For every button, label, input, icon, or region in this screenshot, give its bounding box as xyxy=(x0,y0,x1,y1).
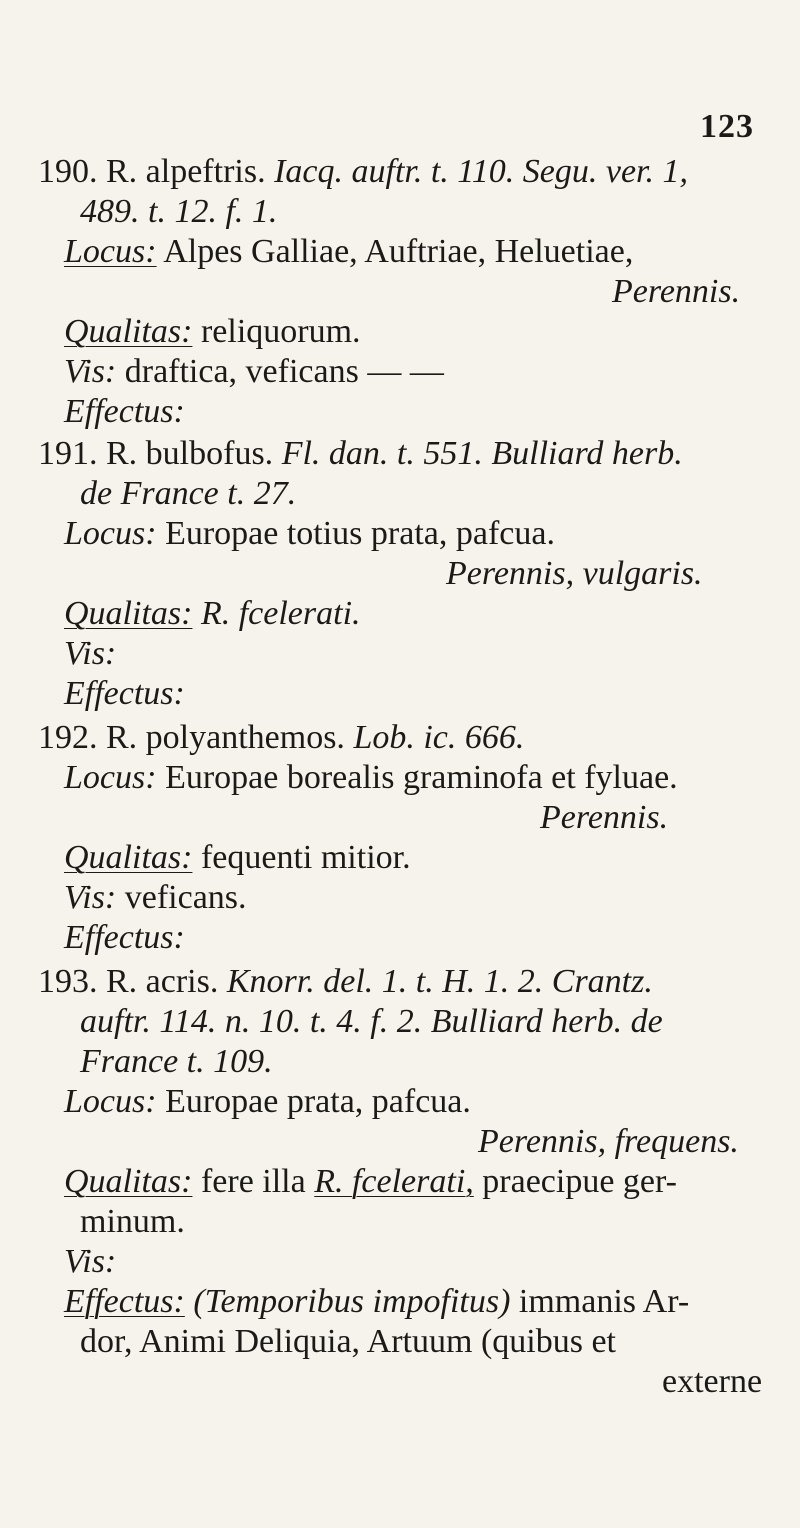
effectus-label: Effectus: xyxy=(64,675,185,712)
locus-text: Alpes Galliae, Auftriae, Heluetiae, xyxy=(163,233,634,270)
reference-continued: auftr. 114. n. 10. t. 4. f. 2. Bulliard herb. de xyxy=(80,1003,663,1040)
locus-line xyxy=(64,1082,471,1122)
effectus-label: Effectus: xyxy=(64,919,185,956)
duration: Perennis, vulgaris. xyxy=(446,555,703,592)
qualitas-text: fere illa xyxy=(200,1163,306,1200)
vis-line xyxy=(64,352,444,392)
entry-number: 190. xyxy=(38,153,98,190)
entry-number: 193. xyxy=(38,963,98,1000)
reference-continued: 489. t. 12. f. 1. xyxy=(80,193,278,230)
duration: Perennis. xyxy=(540,799,669,836)
vis-label: Vis: xyxy=(64,635,117,672)
effectus-continued: dor, Animi Deliquia, Artuum (quibus et xyxy=(80,1323,616,1360)
qualitas-label: Qualitas: xyxy=(64,839,193,876)
locus-line xyxy=(64,514,555,554)
qualitas-line xyxy=(64,838,411,878)
locus-line xyxy=(64,232,633,272)
qualitas-line xyxy=(64,312,361,352)
locus-label: Locus: xyxy=(64,759,157,796)
duration: Perennis, frequens. xyxy=(478,1123,739,1160)
qualitas-text-continued: praecipue ger- xyxy=(482,1163,677,1200)
species-name: R. bulbofus. xyxy=(106,435,274,472)
locus-label: Locus: xyxy=(64,515,157,552)
qualitas-line xyxy=(64,1162,677,1202)
vis-label: Vis: xyxy=(64,353,117,390)
reference: Lob. ic. 666. xyxy=(353,719,525,756)
entry-193-header xyxy=(38,962,653,1002)
locus-label: Locus: xyxy=(64,1083,157,1120)
qualitas-label: Qualitas: xyxy=(64,313,193,350)
entry-191-header xyxy=(38,434,683,474)
locus-label: Locus: xyxy=(64,233,157,270)
qualitas-text: fequenti mitior. xyxy=(200,839,411,876)
qualitas-label: Qualitas: xyxy=(64,1163,193,1200)
effectus-label: Effectus: xyxy=(64,393,185,430)
qualitas-reference: R. fcelerati, xyxy=(314,1163,474,1200)
locus-text: Europae prata, pafcua. xyxy=(165,1083,471,1120)
locus-text: Europae borealis graminofa et fyluae. xyxy=(165,759,678,796)
entry-190-header xyxy=(38,152,688,192)
effectus-label: Effectus: xyxy=(64,1283,185,1320)
species-name: R. polyanthemos. xyxy=(106,719,345,756)
reference-continued: de France t. 27. xyxy=(80,475,297,512)
effectus-line xyxy=(64,1282,689,1322)
locus-text: Europae totius prata, pafcua. xyxy=(165,515,555,552)
reference: Fl. dan. t. 551. Bulliard herb. xyxy=(281,435,683,472)
effectus-text: (Temporibus impofitus) xyxy=(193,1283,511,1320)
vis-line xyxy=(64,878,247,918)
reference: Iacq. auftr. t. 110. Segu. ver. 1, xyxy=(274,153,689,190)
entry-192-header xyxy=(38,718,524,758)
species-name: R. alpeftris. xyxy=(106,153,266,190)
duration: Perennis. xyxy=(612,273,741,310)
qualitas-text: reliquorum. xyxy=(200,313,361,350)
vis-text: draftica, veficans — — xyxy=(124,353,444,390)
qualitas-line xyxy=(64,594,361,634)
vis-label: Vis: xyxy=(64,879,117,916)
qualitas-text: R. fcelerati. xyxy=(200,595,361,632)
vis-text: veficans. xyxy=(124,879,247,916)
effectus-text-continued: immanis Ar- xyxy=(518,1283,690,1320)
reference-continued: France t. 109. xyxy=(80,1043,273,1080)
qualitas-continued: minum. xyxy=(80,1203,185,1240)
entry-number: 191. xyxy=(38,435,98,472)
species-name: R. acris. xyxy=(106,963,219,1000)
locus-line xyxy=(64,758,678,798)
vis-label: Vis: xyxy=(64,1243,117,1280)
entry-number: 192. xyxy=(38,719,98,756)
catchword: externe xyxy=(662,1363,763,1400)
reference: Knorr. del. 1. t. H. 1. 2. Crantz. xyxy=(226,963,653,1000)
page-number: 123 xyxy=(700,108,754,145)
qualitas-label: Qualitas: xyxy=(64,595,193,632)
